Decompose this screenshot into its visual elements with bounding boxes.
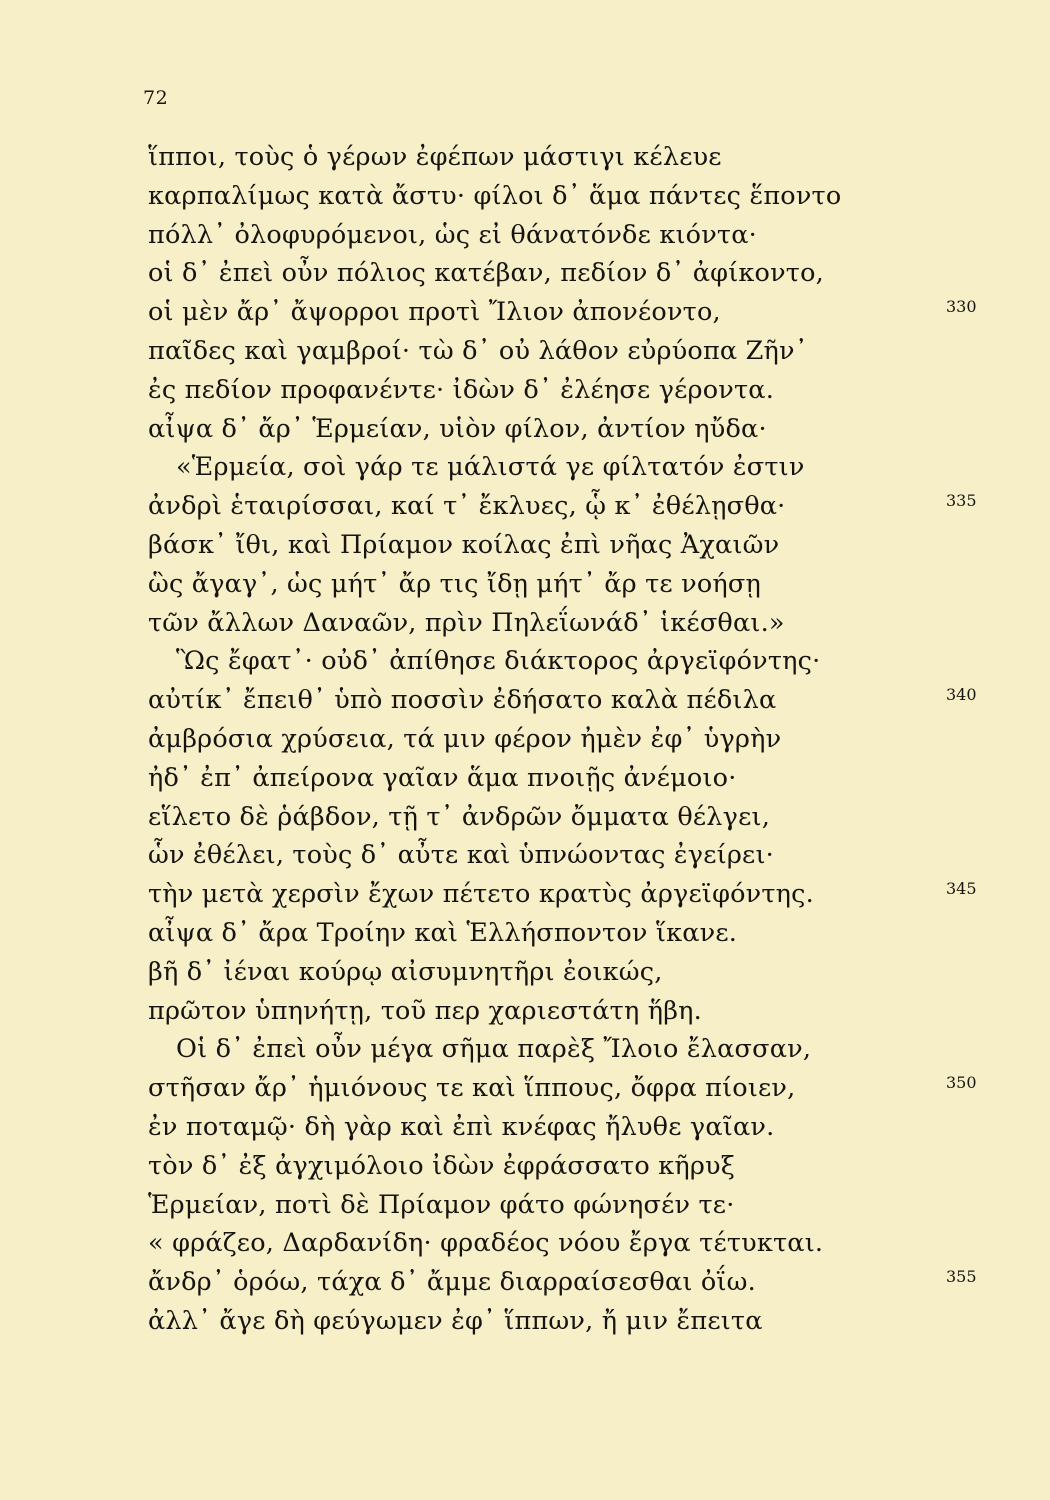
verse-line — [0, 836, 1050, 875]
verse-line — [0, 138, 1050, 177]
verse-line — [0, 332, 1050, 371]
verse-text: ἀνδρὶ ἑταιρίσσαι, καί τ᾽ ἔκλυες, ᾧ κ᾽ ἐθέλῃσθα· — [148, 491, 786, 522]
verse-text: ἀλλ᾽ ἄγε δὴ φεύγωμεν ἐφ᾽ ἵππων, ἤ μιν ἔπειτα — [148, 1305, 763, 1336]
verse-line — [0, 1186, 1050, 1225]
verse-line — [0, 1302, 1050, 1341]
verse-line — [0, 487, 1050, 526]
verse-line — [0, 448, 1050, 487]
verse-line — [0, 953, 1050, 992]
verse-line — [0, 1263, 1050, 1302]
verse-line — [0, 1030, 1050, 1069]
verse-line — [0, 216, 1050, 255]
verse-text: Οἱ δ᾽ ἐπεὶ οὖν μέγα σῆμα παρὲξ Ἴλοιο ἔλασσαν, — [176, 1034, 812, 1065]
verse-line — [0, 1108, 1050, 1147]
verse-text: αὐτίκ᾽ ἔπειθ᾽ ὑπὸ ποσσὶν ἐδήσατο καλὰ πέδιλα — [148, 685, 777, 716]
verse-text: ὧν ἐθέλει, τοὺς δ᾽ αὖτε καὶ ὑπνώοντας ἐγείρει· — [148, 840, 774, 871]
verse-line — [0, 371, 1050, 410]
verse-text: στῆσαν ἄρ᾽ ἡμιόνους τε καὶ ἵππους, ὄφρα πίοιεν, — [148, 1073, 796, 1104]
verse-text: ἠδ᾽ ἐπ᾽ ἀπείρονα γαῖαν ἅμα πνοιῇς ἀνέμοιο· — [148, 762, 737, 793]
verse-text: βάσκ᾽ ἴθι, καὶ Πρίαμον κοίλας ἐπὶ νῆας Ἀχαιῶν — [148, 529, 780, 560]
verse-line — [0, 565, 1050, 604]
verse-line — [0, 254, 1050, 293]
verse-text: Ἑρμείαν, ποτὶ δὲ Πρίαμον φάτο φώνησέν τε· — [148, 1189, 735, 1220]
verse-line — [0, 410, 1050, 449]
line-number: 345 — [946, 879, 977, 899]
verse-text: ὣς ἄγαγ᾽, ὡς μήτ᾽ ἄρ τις ἴδῃ μήτ᾽ ἄρ τε νοήσῃ — [148, 568, 761, 599]
verse-text: ἐν ποταμῷ· δὴ γὰρ καὶ ἐπὶ κνέφας ἤλυθε γαῖαν. — [148, 1111, 775, 1142]
verse-text: τὴν μετὰ χερσὶν ἔχων πέτετο κρατὺς ἀργεϊφόντης. — [148, 879, 814, 910]
verse-line — [0, 1224, 1050, 1263]
verse-line — [0, 720, 1050, 759]
verse-text: αἶψα δ᾽ ἄρα Τροίην καὶ Ἑλλήσποντον ἵκανε. — [148, 917, 738, 948]
verse-line — [0, 293, 1050, 332]
verse-line — [0, 992, 1050, 1031]
verse-text: «Ἑρμεία, σοὶ γάρ τε μάλιστά γε φίλτατόν ἐστιν — [176, 452, 805, 483]
verse-text: τὸν δ᾽ ἐξ ἀγχιμόλοιο ἰδὼν ἐφράσσατο κῆρυξ — [148, 1150, 735, 1181]
verse-line — [0, 1069, 1050, 1108]
verse-line — [0, 681, 1050, 720]
verse-text: ἵπποι, τοὺς ὁ γέρων ἐφέπων μάστιγι κέλευε — [148, 142, 722, 172]
line-number: 340 — [946, 685, 977, 705]
verse-text: « φράζεο, Δαρδανίδη· φραδέος νόου ἔργα τέτυκται. — [148, 1228, 824, 1259]
verse-line — [0, 1147, 1050, 1186]
verse-line — [0, 914, 1050, 953]
verse-text: βῆ δ᾽ ἰέναι κούρῳ αἰσυμνητῆρι ἐοικώς, — [148, 956, 663, 987]
verse-text: οἱ δ᾽ ἐπεὶ οὖν πόλιος κατέβαν, πεδίον δ᾽ ἀφίκοντο, — [148, 258, 824, 289]
verse-text: τῶν ἄλλων Δαναῶν, πρὶν Πηλεΐωνάδ᾽ ἱκέσθαι.» — [148, 607, 785, 638]
verse-text: ἐς πεδίον προφανέντε· ἰδὼν δ᾽ ἐλέησε γέροντα. — [148, 374, 775, 405]
verse-text: πρῶτον ὑπηνήτῃ, τοῦ περ χαριεστάτη ἥβη. — [148, 995, 702, 1026]
verse-line — [0, 526, 1050, 565]
verse-line — [0, 759, 1050, 798]
verse-text: πόλλ᾽ ὀλοφυρόμενοι, ὡς εἰ θάνατόνδε κιόντα· — [148, 219, 757, 250]
verse-line — [0, 604, 1050, 643]
verse-block — [0, 138, 1050, 1341]
verse-line — [0, 642, 1050, 681]
verse-text: εἵλετο δὲ ῥάβδον, τῇ τ᾽ ἀνδρῶν ὄμματα θέλγει, — [148, 801, 771, 832]
verse-text: αἶψα δ᾽ ἄρ᾽ Ἑρμείαν, υἱὸν φίλον, ἀντίον ηὔδα· — [148, 413, 767, 444]
verse-text: παῖδες καὶ γαμβροί· τὼ δ᾽ οὐ λάθον εὐρύοπα Ζῆν᾽ — [148, 335, 808, 366]
page-number: 72 — [143, 87, 169, 109]
verse-line — [0, 875, 1050, 914]
verse-text: ἀμβρόσια χρύσεια, τά μιν φέρον ἠμὲν ἐφ᾽ ὑγρὴν — [148, 723, 782, 754]
line-number: 335 — [946, 491, 977, 511]
verse-line — [0, 177, 1050, 216]
verse-line — [0, 798, 1050, 837]
line-number: 355 — [946, 1267, 977, 1287]
verse-text: ἄνδρ᾽ ὁρόω, τάχα δ᾽ ἄμμε διαρραίσεσθαι ὀΐω. — [148, 1267, 756, 1298]
verse-text: οἱ μὲν ἄρ᾽ ἄψορροι προτὶ Ἴλιον ἀπονέοντο, — [148, 297, 721, 328]
line-number: 350 — [946, 1073, 977, 1093]
verse-text: Ὣς ἔφατ᾽· οὐδ᾽ ἀπίθησε διάκτορος ἀργεϊφόντης· — [176, 646, 821, 677]
verse-text: καρπαλίμως κατὰ ἄστυ· φίλοι δ᾽ ἅμα πάντες ἕποντο — [148, 180, 842, 211]
line-number: 330 — [946, 297, 977, 317]
